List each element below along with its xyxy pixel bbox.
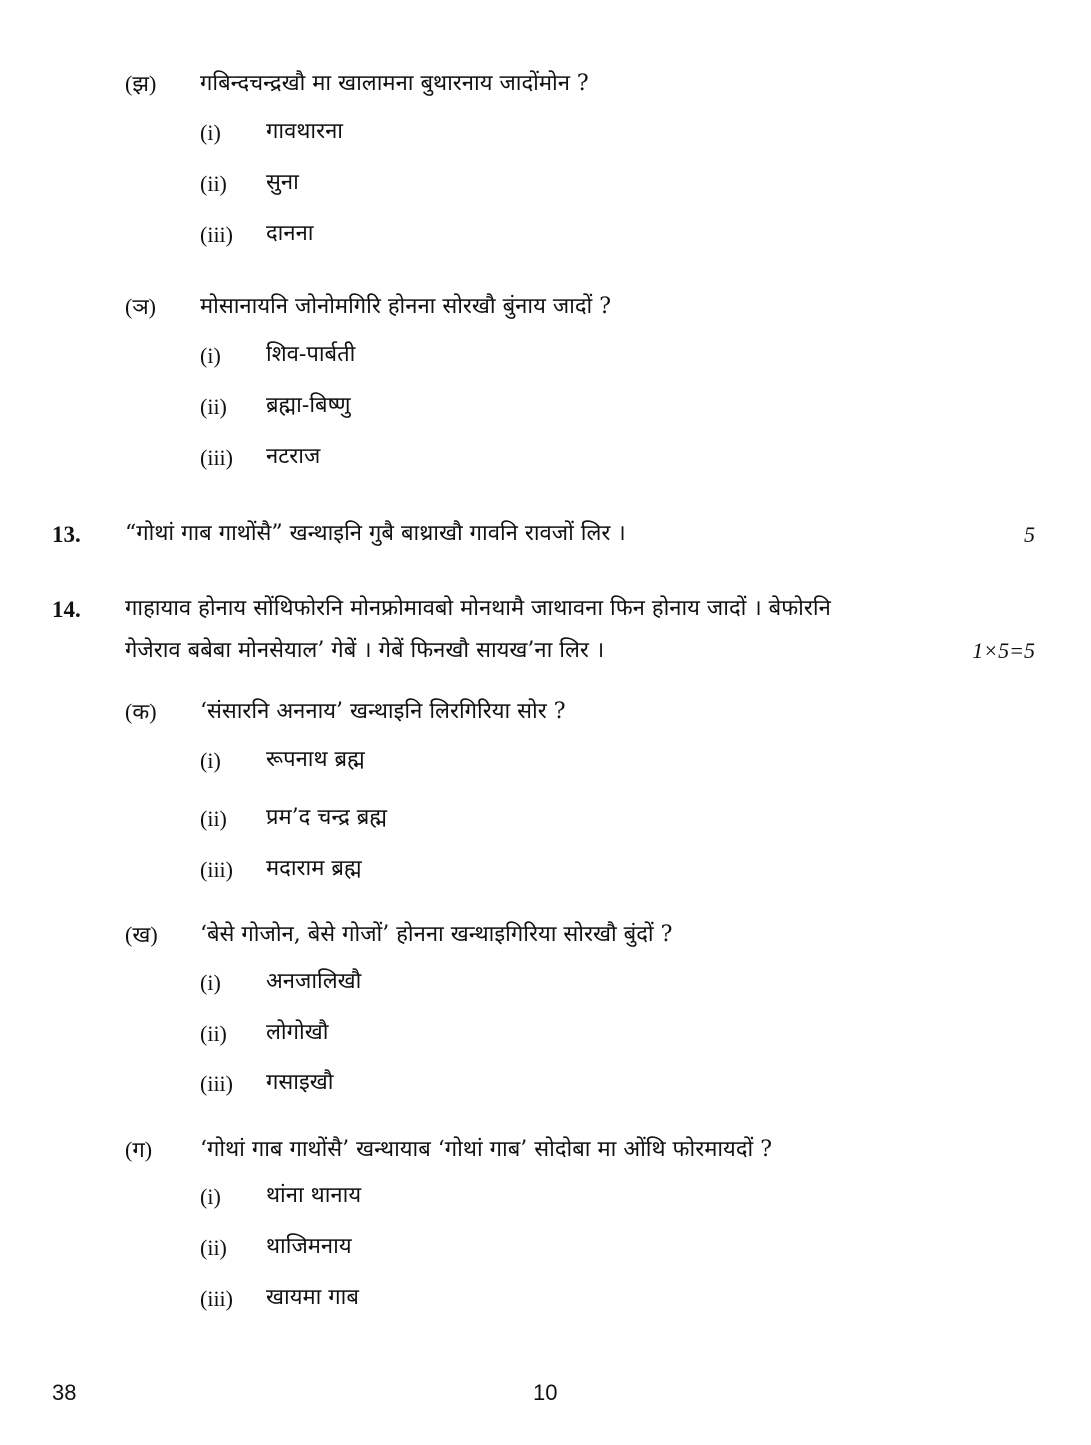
question-number: 14.	[52, 597, 81, 622]
subquestion-label: (ञ)	[125, 294, 156, 319]
option-number: (i)	[200, 1184, 221, 1209]
question-number: 13.	[52, 522, 81, 547]
option-text: मदाराम ब्रह्म	[266, 856, 362, 881]
option-text: प्रम’द चन्द्र ब्रह्म	[266, 805, 387, 830]
option-text: नटराज	[266, 444, 321, 469]
option-text: दानना	[266, 221, 314, 246]
option-number: (ii)	[200, 806, 227, 831]
option-number: (iii)	[200, 857, 233, 882]
subquestion-label: (क)	[125, 699, 157, 724]
option-text: अनजालिखौ	[266, 969, 362, 994]
option-number: (iii)	[200, 222, 233, 247]
option-number: (i)	[200, 343, 221, 368]
subquestion-label: (ख)	[125, 922, 158, 947]
subquestion-text: गबिन्दचन्द्रखौ मा खालामना बुथारनाय जादोंमोन ?	[200, 71, 589, 96]
option-number: (ii)	[200, 394, 227, 419]
option-text: लोगोखौ	[266, 1020, 329, 1045]
paper-code: 38	[52, 1380, 77, 1405]
option-number: (iii)	[200, 445, 233, 470]
option-text: रूपनाथ ब्रह्म	[266, 747, 365, 772]
option-text: सुना	[266, 170, 299, 195]
option-text: थाजिमनाय	[266, 1234, 352, 1259]
question-marks: 5	[1024, 522, 1035, 547]
option-text: गावथारना	[266, 119, 343, 144]
question-text: “गोथां गाब गाथोंसै” खन्थाइनि गुबै बाथ्राखौ गावनि रावजों लिर ।	[125, 521, 626, 546]
subquestion-text: ‘बेसे गोजोन, बेसे गोजों’ होनना खन्थाइगिरिया सोरखौ बुंदों ?	[200, 922, 673, 947]
question-text-line-2: गेजेराव बबेबा मोनसेयाल’ गेबें । गेबें फिनखौ सायख’ना लिर ।	[125, 638, 605, 663]
option-number: (ii)	[200, 171, 227, 196]
question-marks: 1×5=5	[972, 638, 1035, 663]
subquestion-label: (ग)	[125, 1137, 153, 1162]
subquestion-text: मोसानायनि जोनोमगिरि होनना सोरखौ बुंनाय जादों ?	[200, 294, 612, 319]
subquestion-label: (झ)	[125, 71, 157, 96]
option-number: (i)	[200, 120, 221, 145]
option-text: थांना थानाय	[266, 1183, 362, 1208]
option-number: (i)	[200, 970, 221, 995]
subquestion-text: ‘गोथां गाब गाथोंसै’ खन्थायाब ‘गोथां गाब’ सोदोबा मा ओंथि फोरमायदों ?	[200, 1137, 772, 1162]
option-number: (i)	[200, 748, 221, 773]
option-number: (iii)	[200, 1286, 233, 1311]
option-number: (iii)	[200, 1071, 233, 1096]
option-text: ब्रह्मा-बिष्णु	[266, 393, 351, 418]
option-text: गसाइखौ	[266, 1070, 334, 1095]
option-number: (ii)	[200, 1235, 227, 1260]
option-text: शिव-पार्बती	[266, 342, 356, 367]
page-number: 10	[533, 1380, 558, 1405]
option-number: (ii)	[200, 1021, 227, 1046]
question-text-line-1: गाहायाव होनाय सोंथिफोरनि मोनफ्रोमावबो मोनथामै जाथावना फिन होनाय जादों । बेफोरनि	[125, 596, 831, 621]
option-text: खायमा गाब	[266, 1285, 359, 1310]
subquestion-text: ‘संसारनि अननाय’ खन्थाइनि लिरगिरिया सोर ?	[200, 699, 566, 724]
